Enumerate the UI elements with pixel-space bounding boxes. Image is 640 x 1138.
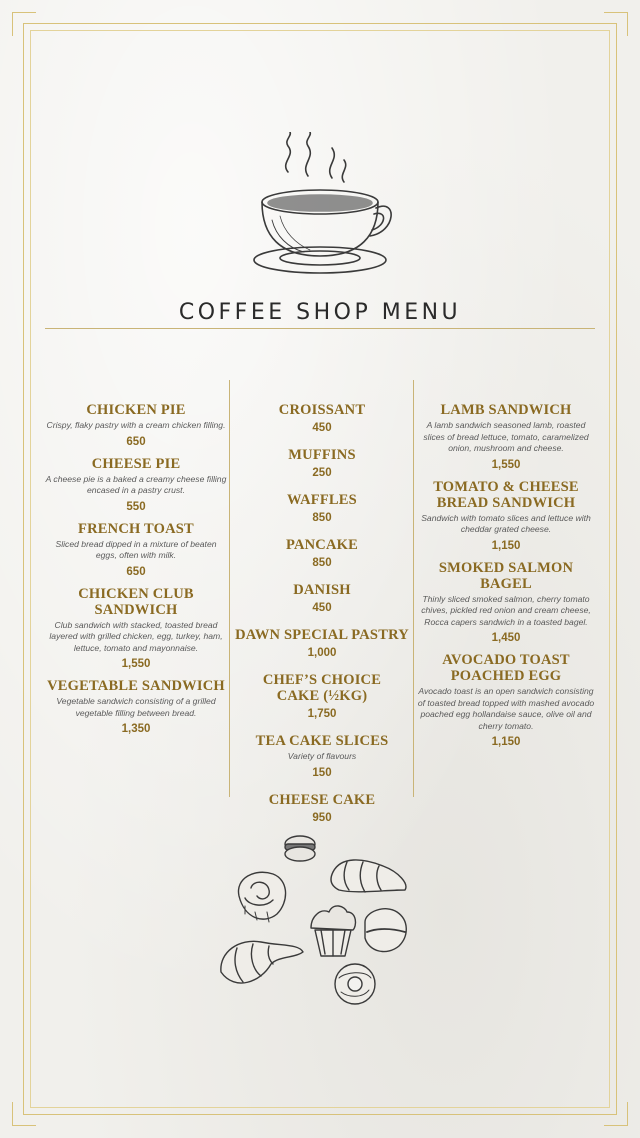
- item-name: AVOCADO TOAST POACHED EGG: [442, 652, 570, 684]
- item-name: SMOKED SALMON BAGEL: [438, 559, 574, 592]
- item-name: WAFFLES: [287, 492, 357, 508]
- menu-item-avocado-toast: [416, 652, 596, 748]
- item-name: DAWN SPECIAL PASTRY: [235, 627, 409, 643]
- column-divider: [413, 380, 414, 797]
- item-price: 1,000: [307, 647, 337, 659]
- menu-item-chicken-pie: [45, 402, 227, 448]
- item-name: PANCAKE: [285, 537, 359, 553]
- item-description: Thinly sliced smoked salmon, cherry tomato chives, pickled red onion and cream cheese, Rocca capers sandwich in a toasted bagel.: [421, 593, 591, 627]
- column-divider: [229, 380, 230, 797]
- item-price: 250: [312, 467, 332, 479]
- item-price: 550: [126, 500, 146, 513]
- item-name: TOMATO & CHEESE BREAD SANDWICH: [433, 478, 579, 511]
- item-name: DANISH: [293, 582, 351, 598]
- item-description: A cheese pie is a baked a creamy cheese filling encased in a pastry crust.: [45, 473, 227, 495]
- item-price: 1,550: [491, 458, 521, 471]
- title-divider: [45, 328, 595, 329]
- menu-column-2: [232, 402, 412, 837]
- menu-item-dawn-special-pastry: [232, 627, 412, 659]
- menu-item-lamb-sandwich: [416, 402, 596, 471]
- item-description: Club sandwich with stacked, toasted bread layered with grilled chicken, egg, turkey, ham, lettuce, tomato and mayonnaise.: [49, 619, 223, 653]
- menu-column-3: [416, 402, 596, 756]
- item-price: 850: [312, 512, 332, 524]
- item-price: 150: [312, 766, 332, 779]
- menu-item-waffles: [232, 492, 412, 524]
- item-description: Crispy, flaky pastry with a cream chicken filling.: [46, 420, 226, 430]
- item-name: CHEESE PIE: [91, 455, 181, 472]
- coffee-cup-illustration: [240, 132, 400, 282]
- item-description: Sandwich with tomato slices and lettuce with cheddar grated cheese.: [421, 512, 591, 534]
- item-price: 1,150: [491, 539, 521, 552]
- menu-item-vegetable-sandwich: [45, 678, 227, 735]
- item-price: 1,150: [491, 736, 521, 748]
- item-name: MUFFINS: [288, 447, 356, 463]
- item-price: 1,750: [307, 708, 337, 720]
- menu-item-muffins: [232, 447, 412, 479]
- item-description: Vegetable sandwich consisting of a grilled vegetable filling between bread.: [56, 696, 216, 718]
- item-price: 1,450: [491, 632, 521, 644]
- item-name: LAMB SANDWICH: [440, 402, 572, 418]
- item-name: CHICKEN PIE: [86, 402, 186, 418]
- item-price: 450: [312, 602, 332, 614]
- item-price: 850: [312, 557, 332, 569]
- item-price: 1,550: [121, 658, 151, 670]
- menu-item-croissant: [232, 402, 412, 434]
- menu-item-chicken-club-sandwich: [45, 586, 227, 671]
- frame-corner: [12, 12, 36, 36]
- item-price: 950: [312, 811, 332, 824]
- frame-corner: [604, 12, 628, 36]
- item-name: CHEF’S CHOICE CAKE (½KG): [262, 672, 382, 704]
- item-name: FRENCH TOAST: [78, 520, 194, 537]
- menu-item-cheese-pie: [45, 456, 227, 513]
- menu-item-danish: [232, 582, 412, 614]
- item-price: 650: [126, 435, 146, 448]
- menu-item-pancake: [232, 537, 412, 569]
- pastries-illustration: [215, 832, 415, 1007]
- menu-item-smoked-salmon-bagel: [416, 560, 596, 645]
- menu-item-tea-cake-slices: [232, 733, 412, 779]
- item-price: 450: [312, 422, 332, 434]
- item-name: TEA CAKE SLICES: [255, 733, 389, 749]
- item-name: CHEESE CAKE: [268, 791, 376, 808]
- menu-title: COFFEE SHOP MENU: [178, 300, 462, 325]
- menu-item-cheese-cake: [232, 792, 412, 824]
- item-name: CROISSANT: [278, 402, 366, 418]
- item-description: Sliced bread dipped in a mixture of beaten eggs, often with milk.: [55, 538, 217, 560]
- item-description: Variety of flavours: [287, 751, 357, 761]
- menu-item-chefs-choice-cake: [232, 672, 412, 720]
- frame-corner: [604, 1102, 628, 1126]
- item-name: VEGETABLE SANDWICH: [47, 678, 225, 694]
- menu-item-french-toast: [45, 521, 227, 578]
- item-price: 650: [126, 565, 146, 578]
- item-description: Avocado toast is an open sandwich consisting of toasted bread topped with mashed avocado poached egg hollandaise sauce, olive oil and cherry tomato.: [417, 686, 595, 731]
- item-price: 1,350: [121, 723, 151, 735]
- item-name: CHICKEN CLUB SANDWICH: [78, 585, 194, 618]
- item-description: A lamb sandwich seasoned lamb, roasted slices of bread lettuce, tomato, caramelized onion, mushroom and cheese.: [423, 420, 589, 453]
- menu-column-1: [45, 402, 227, 743]
- menu-item-tomato-cheese-sandwich: [416, 479, 596, 552]
- frame-corner: [12, 1102, 36, 1126]
